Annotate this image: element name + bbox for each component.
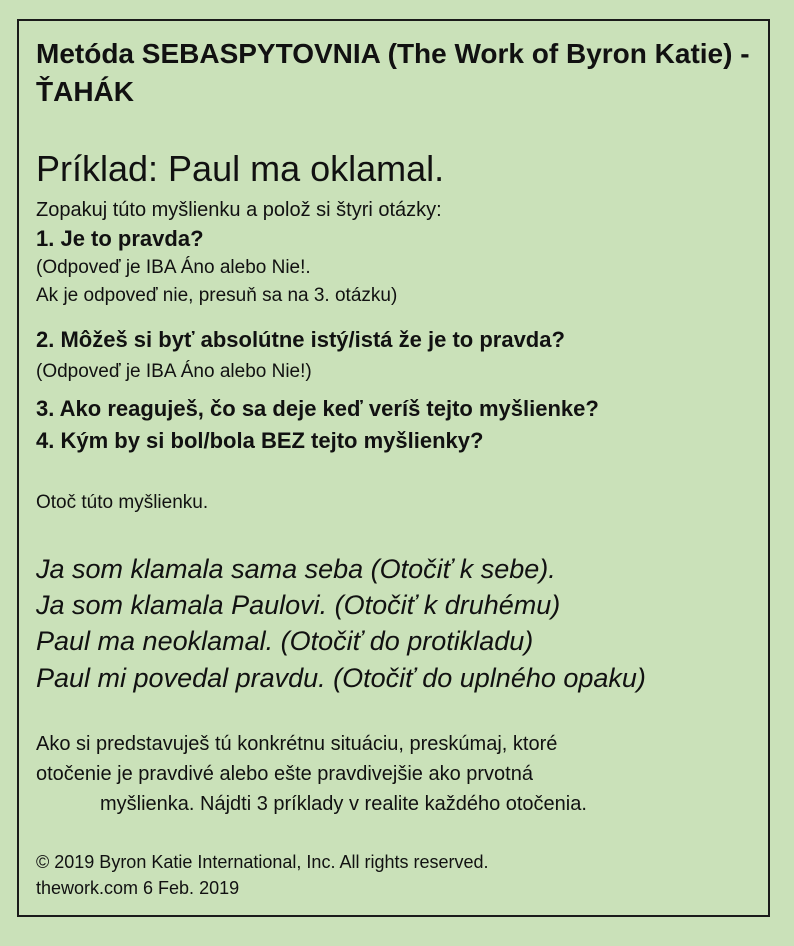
question-1-note-line-2: Ak je odpoveď nie, presuň sa na 3. otázku)	[36, 285, 398, 306]
outro-line-1: Ako si predstavuješ tú konkrétnu situáciu, preskúmaj, ktoré	[36, 733, 558, 755]
question-4: 4. Kým by si bol/bola BEZ tejto myšlienky?	[36, 428, 484, 453]
question-1-note-line-1: (Odpoveď je IBA Áno alebo Nie!.	[36, 257, 311, 278]
turnaround-label: Otoč túto myšlienku.	[36, 492, 209, 513]
turnaround-self: Ja som klamala sama seba (Otočiť k sebe).	[36, 554, 556, 584]
intro-text: Zopakuj túto myšlienku a polož si štyri otázky:	[36, 199, 442, 221]
question-2-note: (Odpoveď je IBA Áno alebo Nie!)	[36, 361, 312, 382]
example-statement: Príklad: Paul ma oklamal.	[36, 148, 445, 189]
question-3: 3. Ako reaguješ, čo sa deje keď veríš tejto myšlienke?	[36, 396, 599, 421]
turnaround-full-opposite: Paul mi povedal pravdu. (Otočiť do uplného opaku)	[36, 663, 646, 693]
turnaround-other: Ja som klamala Paulovi. (Otočiť k druhému)	[36, 590, 561, 620]
document-title: Metóda SEBASPYTOVNIA (The Work of Byron Katie) - ŤAHÁK	[36, 38, 750, 107]
outro-paragraph	[36, 729, 587, 819]
question-1: 1. Je to pravda?	[36, 226, 204, 251]
footer	[36, 849, 489, 901]
copyright-text: © 2019 Byron Katie International, Inc. All rights reserved.	[36, 852, 489, 872]
turnaround-opposite: Paul ma neoklamal. (Otočiť do protikladu)	[36, 626, 534, 656]
site-and-date: thework.com 6 Feb. 2019	[36, 878, 240, 898]
question-2: 2. Môžeš si byť absolútne istý/istá že je to pravda?	[36, 327, 565, 352]
outro-line-2: otočenie je pravdivé alebo ešte pravdivejšie ako prvotná	[36, 763, 533, 785]
outro-line-3: myšlienka. Nájdti 3 príklady v realite každého otočenia.	[100, 793, 587, 815]
cheat-sheet-card	[17, 19, 770, 917]
